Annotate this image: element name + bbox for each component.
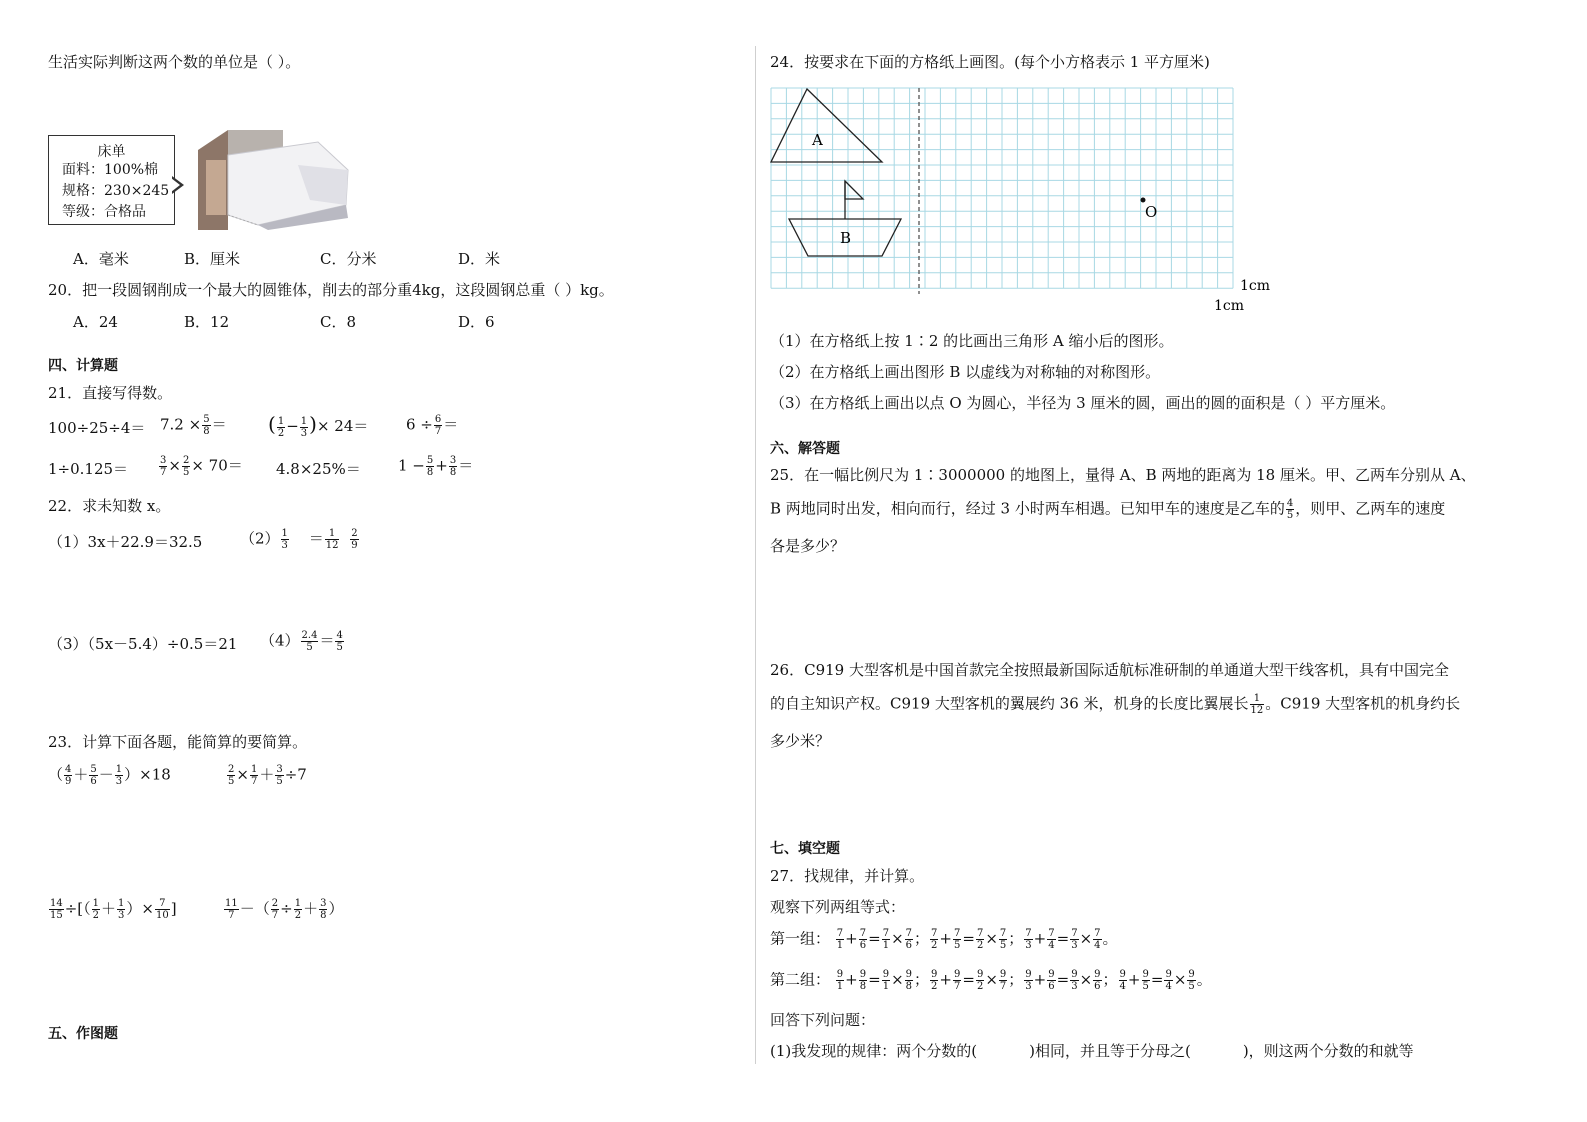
unit-y-label: 1cm [1240,278,1270,294]
q21-r1-d: 6 ÷ $\frac{6}{7}$ ＝ [406,414,459,437]
q27: 27．找规律，并计算。 [770,867,925,885]
q22-3: （3）（5x－5.4）÷0.5＝21 [48,635,238,653]
q19-option-a: A．毫米 [73,250,129,268]
q22: 22．求未知数 x。 [48,497,171,515]
q20: 20．把一段圆钢削成一个最大的圆锥体，削去的部分重4kg，这段圆钢总重（ ）kg。 [48,281,614,299]
observe-line: 观察下列两组等式： [770,898,906,916]
label-spec: 规格：230×245 [62,183,170,199]
q27-1: (1)我发现的规律：两个分数的( )相同，并且等于分母之( )，则这两个分数的和就等 [770,1042,1414,1060]
q21-r2-c: 4.8×25%＝ [276,460,361,478]
bedsheet-label [48,135,175,225]
q25-line-1: 25．在一幅比例尺为 1∶3000000 的地图上，量得 A、B 两地的距离为 18 厘米。甲、乙两车分别从 A、 [770,466,1476,484]
label-grade: 等级：合格品 [62,204,146,220]
q21-r1-c: ( $\frac{1}{2}$ − $\frac{1}{3}$ )× 24＝ [268,412,369,439]
q21-r2-d: 1 − $\frac{5}{8}$ + $\frac{3}{8}$ ＝ [398,455,474,478]
grid-paper [770,86,1270,316]
column-divider [755,46,756,1064]
q19-tail: 生活实际判断这两个数的单位是（ ）。 [48,53,301,71]
q21-r2-a: 1÷0.125＝ [48,460,129,478]
q20-option-d: D．6 [458,313,495,331]
q21-r1-b: 7.2 × $\frac{5}{8}$ ＝ [160,414,227,437]
q23-d: $\frac{11}{7}$ －（ $\frac{2}{7}$ ÷ $\frac{1}{2}$ ＋ $\frac{3}{8}$ ） [225,898,344,921]
q24-3: （3）在方格纸上画出以点 O 为圆心，半径为 3 厘米的圆，画出的圆的面积是（ ）平方厘米。 [770,394,1396,412]
label-title: 床单 [97,144,126,160]
triangle-a [771,89,882,162]
q19-option-d: D．米 [458,250,501,268]
section-6-heading: 六、解答题 [770,441,840,457]
bed-photo [198,130,353,230]
section-5-heading: 五、作图题 [48,1026,118,1042]
q19-option-c: C．分米 [320,250,377,268]
q26-line-2: 的自主知识产权。C919 大型客机的翼展约 36 米，机身的长度比翼展长 $\frac{1}{12}$ 。C919 大型客机的机身约长 [770,693,1461,716]
section-7-heading: 七、填空题 [770,841,840,857]
q25-line-2: B 两地同时出发，相向而行，经过 3 小时两车相遇。已知甲车的速度是乙车的 $\frac{4}{5}$ ，则甲、乙两车的速度 [770,498,1446,521]
q23: 23．计算下面各题，能简算的要简算。 [48,733,308,751]
q19-option-b: B．厘米 [184,250,241,268]
q21-r2-b: $\frac{3}{7}$ × $\frac{2}{5}$ × 70＝ [160,455,243,478]
q23-c: $\frac{14}{15}$ ÷[（ $\frac{1}{2}$ ＋ $\frac{1}{3}$ ）× $\frac{7}{10}$ ] [50,898,177,921]
q22-4: （4） $\frac{2.4}{5}$ ＝ $\frac{4}{5}$ [260,630,343,653]
q20-option-b: B．12 [184,313,230,331]
triangle-a-label: A [812,131,823,149]
q22-2: （2） $\frac{1}{3}$ ＝ $\frac{1}{12}$ $\frac{2}{9}$ [240,528,358,551]
label-fabric: 面料：100%棉 [62,162,159,178]
q26-line-1: 26．C919 大型客机是中国首款完全按照最新国际适航标准研制的单通道大型干线客机，具有中国完全 [770,661,1449,679]
point-o-label: O [1145,203,1158,221]
q23-b: $\frac{2}{5}$ × $\frac{1}{7}$ ＋ $\frac{3}{5}$ ÷7 [228,764,307,787]
section-4-heading: 四、计算题 [48,358,118,374]
q24: 24．按要求在下面的方格纸上画图。(每个小方格表示 1 平方厘米) [770,53,1210,71]
q23-a: （ $\frac{4}{9}$ ＋ $\frac{5}{6}$ － $\frac{1}{3}$ ）×18 [48,764,171,787]
q21-r1-a: 100÷25÷4＝ [48,419,146,437]
q26-line-3: 多少米？ [770,732,831,750]
q20-option-a: A．24 [73,313,118,331]
unit-x-label: 1cm [1214,298,1245,314]
boat-b-label: B [840,229,852,247]
point-o [1141,198,1146,203]
q21: 21．直接写得数。 [48,384,173,402]
q20-option-c: C．8 [320,313,357,331]
q25-line-3: 各是多少？ [770,537,846,555]
q22-1: （1）3x＋22.9＝32.5 [48,533,203,551]
answer-prompt: 回答下列问题： [770,1011,876,1029]
group-1-line: 第一组： $\frac{7}{1}$ + $\frac{7}{6}$ = $\frac{7}{1}$ × $\frac{7}{6}$ ； $\frac{7}{2}$ + $\frac{7}{5}$ = $\frac{7}{2}$ × $\frac{7}{5}$ ； $\frac{7}{3}$ + $\frac{7}{4}$ = $\frac{7}{3}$ × $\frac{7}{4}$ 。 [770,928,1118,951]
q24-1: （1）在方格纸上按 1∶2 的比画出三角形 A 缩小后的图形。 [770,332,1174,350]
group-2-line: 第二组： $\frac{9}{1}$ + $\frac{9}{8}$ = $\frac{9}{1}$ × $\frac{9}{8}$ ； $\frac{9}{2}$ + $\frac{9}{7}$ = $\frac{9}{2}$ × $\frac{9}{7}$ ； $\frac{9}{3}$ + $\frac{9}{6}$ = $\frac{9}{3}$ × $\frac{9}{6}$ ； $\frac{9}{4}$ + $\frac{9}{5}$ = $\frac{9}{4}$ × $\frac{9}{5}$ 。 [770,969,1212,992]
q24-2: （2）在方格纸上画出图形 B 以虚线为对称轴的对称图形。 [770,363,1161,381]
